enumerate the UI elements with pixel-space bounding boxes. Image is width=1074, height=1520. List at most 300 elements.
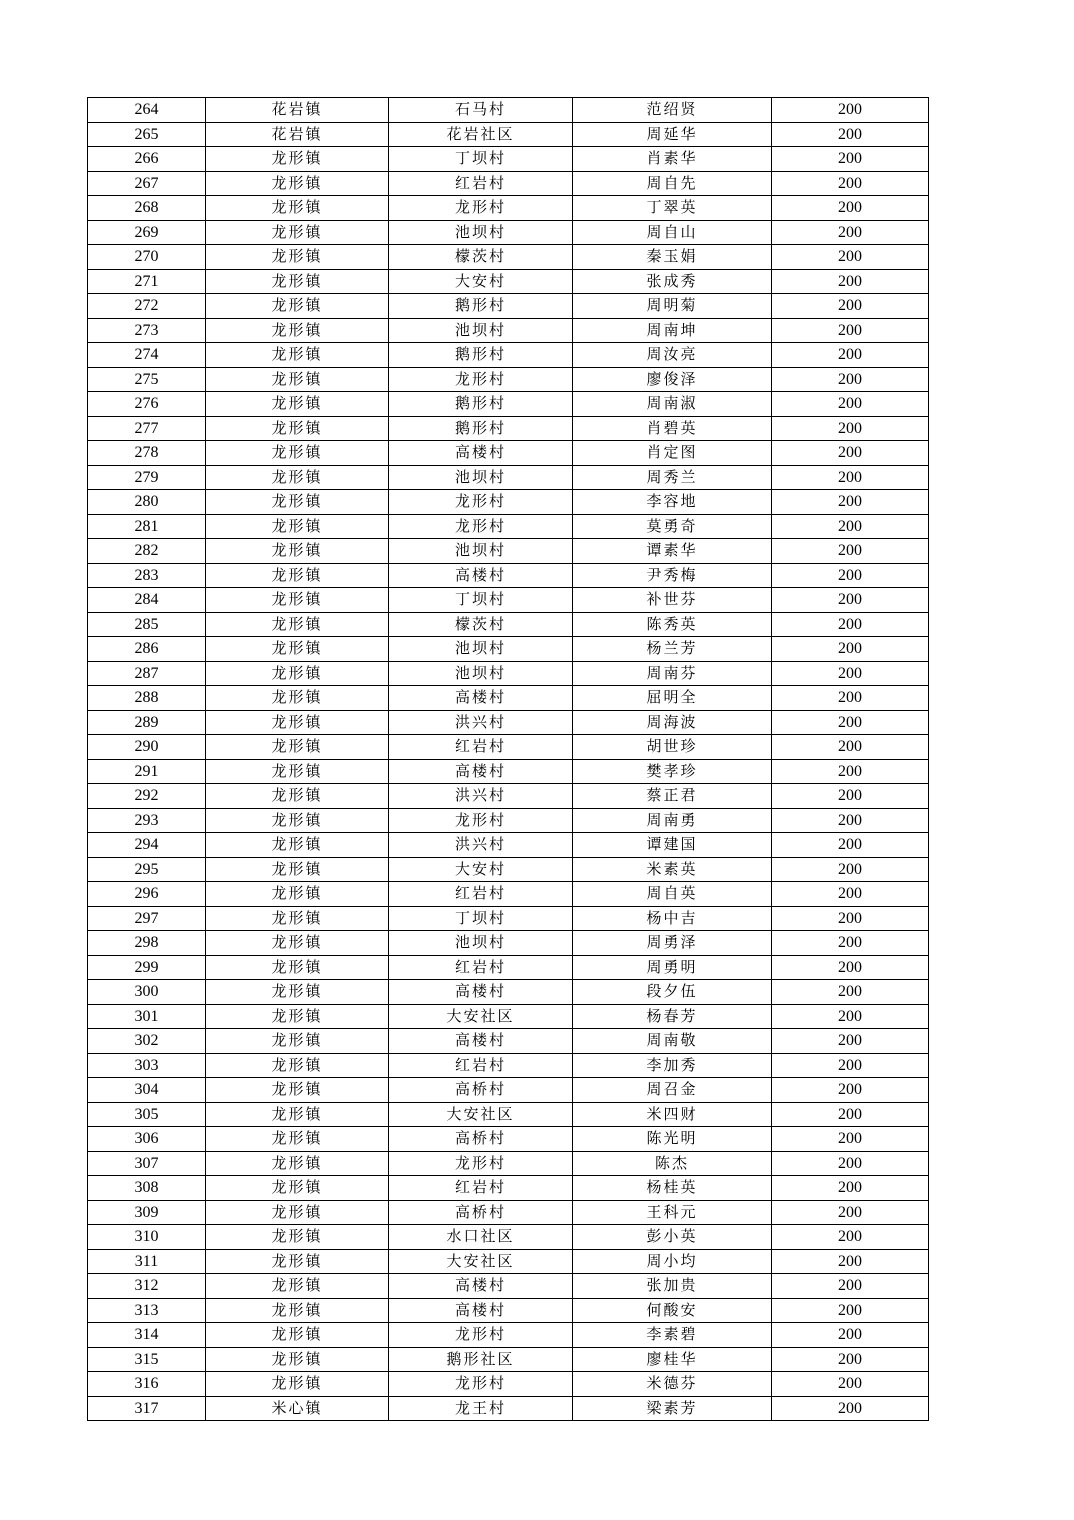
amount-cell: 200 <box>772 465 929 490</box>
village-cell: 大安社区 <box>389 1249 573 1274</box>
village-cell: 龙形村 <box>389 367 573 392</box>
town-cell: 龙形镇 <box>206 637 389 662</box>
town-cell: 龙形镇 <box>206 588 389 613</box>
table-row <box>88 882 929 907</box>
serial-number-cell: 283 <box>88 563 206 588</box>
village-cell: 龙形村 <box>389 1151 573 1176</box>
serial-number-cell: 309 <box>88 1200 206 1225</box>
table-row <box>88 1102 929 1127</box>
village-cell: 高楼村 <box>389 441 573 466</box>
amount-cell: 200 <box>772 710 929 735</box>
town-cell: 龙形镇 <box>206 1102 389 1127</box>
table-row <box>88 710 929 735</box>
name-cell: 肖定图 <box>573 441 772 466</box>
serial-number-cell: 286 <box>88 637 206 662</box>
table-row <box>88 245 929 270</box>
village-cell: 龙形村 <box>389 808 573 833</box>
amount-cell: 200 <box>772 269 929 294</box>
village-cell: 高楼村 <box>389 980 573 1005</box>
serial-number-cell: 289 <box>88 710 206 735</box>
serial-number-cell: 268 <box>88 196 206 221</box>
serial-number-cell: 296 <box>88 882 206 907</box>
town-cell: 龙形镇 <box>206 294 389 319</box>
village-cell: 池坝村 <box>389 661 573 686</box>
town-cell: 龙形镇 <box>206 710 389 735</box>
village-cell: 池坝村 <box>389 318 573 343</box>
name-cell: 莫勇奇 <box>573 514 772 539</box>
table-row <box>88 1225 929 1250</box>
table-row <box>88 661 929 686</box>
table-row <box>88 1274 929 1299</box>
amount-cell: 200 <box>772 122 929 147</box>
serial-number-cell: 294 <box>88 833 206 858</box>
name-cell: 米德芬 <box>573 1372 772 1397</box>
table-row <box>88 196 929 221</box>
amount-cell: 200 <box>772 1004 929 1029</box>
town-cell: 龙形镇 <box>206 318 389 343</box>
amount-cell: 200 <box>772 955 929 980</box>
village-cell: 红岩村 <box>389 1053 573 1078</box>
table-row <box>88 612 929 637</box>
table-row <box>88 1151 929 1176</box>
name-cell: 何酸安 <box>573 1298 772 1323</box>
amount-cell: 200 <box>772 612 929 637</box>
village-cell: 丁坝村 <box>389 147 573 172</box>
town-cell: 龙形镇 <box>206 269 389 294</box>
town-cell: 龙形镇 <box>206 1298 389 1323</box>
amount-cell: 200 <box>772 220 929 245</box>
name-cell: 张成秀 <box>573 269 772 294</box>
amount-cell: 200 <box>772 1029 929 1054</box>
village-cell: 龙形村 <box>389 1323 573 1348</box>
serial-number-cell: 292 <box>88 784 206 809</box>
name-cell: 段夕伍 <box>573 980 772 1005</box>
serial-number-cell: 271 <box>88 269 206 294</box>
serial-number-cell: 270 <box>88 245 206 270</box>
table-row <box>88 514 929 539</box>
serial-number-cell: 269 <box>88 220 206 245</box>
name-cell: 肖碧英 <box>573 416 772 441</box>
amount-cell: 200 <box>772 318 929 343</box>
name-cell: 杨春芳 <box>573 1004 772 1029</box>
town-cell: 龙形镇 <box>206 367 389 392</box>
amount-cell: 200 <box>772 1200 929 1225</box>
town-cell: 龙形镇 <box>206 563 389 588</box>
serial-number-cell: 301 <box>88 1004 206 1029</box>
name-cell: 周南坤 <box>573 318 772 343</box>
amount-cell: 200 <box>772 563 929 588</box>
table-row <box>88 392 929 417</box>
amount-cell: 200 <box>772 1298 929 1323</box>
amount-cell: 200 <box>772 882 929 907</box>
serial-number-cell: 288 <box>88 686 206 711</box>
name-cell: 周召金 <box>573 1078 772 1103</box>
table-row <box>88 1396 929 1421</box>
town-cell: 龙形镇 <box>206 980 389 1005</box>
name-cell: 秦玉娟 <box>573 245 772 270</box>
town-cell: 龙形镇 <box>206 1372 389 1397</box>
amount-cell: 200 <box>772 661 929 686</box>
amount-cell: 200 <box>772 539 929 564</box>
name-cell: 梁素芳 <box>573 1396 772 1421</box>
table-row <box>88 784 929 809</box>
village-cell: 红岩村 <box>389 735 573 760</box>
serial-number-cell: 315 <box>88 1347 206 1372</box>
serial-number-cell: 305 <box>88 1102 206 1127</box>
village-cell: 丁坝村 <box>389 906 573 931</box>
town-cell: 龙形镇 <box>206 833 389 858</box>
village-cell: 鹅形村 <box>389 392 573 417</box>
town-cell: 龙形镇 <box>206 392 389 417</box>
village-cell: 檬茨村 <box>389 612 573 637</box>
serial-number-cell: 310 <box>88 1225 206 1250</box>
village-cell: 鹅形村 <box>389 416 573 441</box>
name-cell: 周自山 <box>573 220 772 245</box>
serial-number-cell: 279 <box>88 465 206 490</box>
table-row <box>88 1200 929 1225</box>
town-cell: 龙形镇 <box>206 514 389 539</box>
town-cell: 龙形镇 <box>206 1029 389 1054</box>
serial-number-cell: 303 <box>88 1053 206 1078</box>
serial-number-cell: 290 <box>88 735 206 760</box>
amount-cell: 200 <box>772 784 929 809</box>
village-cell: 洪兴村 <box>389 784 573 809</box>
name-cell: 周延华 <box>573 122 772 147</box>
table-row <box>88 416 929 441</box>
name-cell: 周勇泽 <box>573 931 772 956</box>
town-cell: 龙形镇 <box>206 931 389 956</box>
amount-cell: 200 <box>772 416 929 441</box>
village-cell: 高楼村 <box>389 563 573 588</box>
village-cell: 花岩社区 <box>389 122 573 147</box>
amount-cell: 200 <box>772 441 929 466</box>
village-cell: 大安村 <box>389 269 573 294</box>
town-cell: 龙形镇 <box>206 1347 389 1372</box>
town-cell: 龙形镇 <box>206 416 389 441</box>
village-cell: 龙形村 <box>389 514 573 539</box>
village-cell: 石马村 <box>389 98 573 123</box>
name-cell: 周小均 <box>573 1249 772 1274</box>
serial-number-cell: 300 <box>88 980 206 1005</box>
table-row <box>88 808 929 833</box>
village-cell: 洪兴村 <box>389 833 573 858</box>
amount-cell: 200 <box>772 931 929 956</box>
village-cell: 高桥村 <box>389 1078 573 1103</box>
name-cell: 周南芬 <box>573 661 772 686</box>
serial-number-cell: 287 <box>88 661 206 686</box>
name-cell: 李素碧 <box>573 1323 772 1348</box>
table-row <box>88 735 929 760</box>
town-cell: 龙形镇 <box>206 490 389 515</box>
name-cell: 廖桂华 <box>573 1347 772 1372</box>
village-cell: 大安社区 <box>389 1004 573 1029</box>
town-cell: 龙形镇 <box>206 784 389 809</box>
roster-table-body <box>88 98 929 1421</box>
town-cell: 龙形镇 <box>206 1249 389 1274</box>
name-cell: 樊孝珍 <box>573 759 772 784</box>
town-cell: 龙形镇 <box>206 539 389 564</box>
serial-number-cell: 278 <box>88 441 206 466</box>
serial-number-cell: 314 <box>88 1323 206 1348</box>
village-cell: 池坝村 <box>389 465 573 490</box>
amount-cell: 200 <box>772 147 929 172</box>
village-cell: 高桥村 <box>389 1200 573 1225</box>
serial-number-cell: 273 <box>88 318 206 343</box>
amount-cell: 200 <box>772 1151 929 1176</box>
table-row <box>88 1078 929 1103</box>
name-cell: 补世芬 <box>573 588 772 613</box>
serial-number-cell: 284 <box>88 588 206 613</box>
name-cell: 周明菊 <box>573 294 772 319</box>
name-cell: 陈杰 <box>573 1151 772 1176</box>
town-cell: 龙形镇 <box>206 1004 389 1029</box>
table-row <box>88 490 929 515</box>
roster-sheet <box>87 97 929 1421</box>
amount-cell: 200 <box>772 196 929 221</box>
village-cell: 水口社区 <box>389 1225 573 1250</box>
table-row <box>88 588 929 613</box>
amount-cell: 200 <box>772 1347 929 1372</box>
table-row <box>88 539 929 564</box>
village-cell: 大安社区 <box>389 1102 573 1127</box>
name-cell: 彭小英 <box>573 1225 772 1250</box>
table-row <box>88 269 929 294</box>
amount-cell: 200 <box>772 588 929 613</box>
town-cell: 龙形镇 <box>206 1323 389 1348</box>
table-row <box>88 220 929 245</box>
town-cell: 龙形镇 <box>206 245 389 270</box>
amount-cell: 200 <box>772 245 929 270</box>
table-row <box>88 1249 929 1274</box>
town-cell: 龙形镇 <box>206 857 389 882</box>
village-cell: 红岩村 <box>389 882 573 907</box>
table-row <box>88 294 929 319</box>
serial-number-cell: 285 <box>88 612 206 637</box>
town-cell: 龙形镇 <box>206 1078 389 1103</box>
village-cell: 高楼村 <box>389 759 573 784</box>
amount-cell: 200 <box>772 1396 929 1421</box>
table-row <box>88 367 929 392</box>
serial-number-cell: 317 <box>88 1396 206 1421</box>
town-cell: 龙形镇 <box>206 1053 389 1078</box>
table-row <box>88 857 929 882</box>
amount-cell: 200 <box>772 367 929 392</box>
serial-number-cell: 280 <box>88 490 206 515</box>
name-cell: 周汝亮 <box>573 343 772 368</box>
name-cell: 杨桂英 <box>573 1176 772 1201</box>
name-cell: 丁翠英 <box>573 196 772 221</box>
village-cell: 红岩村 <box>389 171 573 196</box>
serial-number-cell: 295 <box>88 857 206 882</box>
serial-number-cell: 311 <box>88 1249 206 1274</box>
serial-number-cell: 304 <box>88 1078 206 1103</box>
name-cell: 杨中吉 <box>573 906 772 931</box>
name-cell: 杨兰芳 <box>573 637 772 662</box>
town-cell: 龙形镇 <box>206 171 389 196</box>
name-cell: 米素英 <box>573 857 772 882</box>
amount-cell: 200 <box>772 343 929 368</box>
table-row <box>88 1029 929 1054</box>
amount-cell: 200 <box>772 1225 929 1250</box>
amount-cell: 200 <box>772 514 929 539</box>
town-cell: 米心镇 <box>206 1396 389 1421</box>
village-cell: 檬茨村 <box>389 245 573 270</box>
village-cell: 高楼村 <box>389 1298 573 1323</box>
name-cell: 谭建国 <box>573 833 772 858</box>
serial-number-cell: 274 <box>88 343 206 368</box>
table-row <box>88 833 929 858</box>
village-cell: 鹅形社区 <box>389 1347 573 1372</box>
table-row <box>88 147 929 172</box>
serial-number-cell: 281 <box>88 514 206 539</box>
town-cell: 龙形镇 <box>206 686 389 711</box>
amount-cell: 200 <box>772 808 929 833</box>
serial-number-cell: 264 <box>88 98 206 123</box>
village-cell: 池坝村 <box>389 220 573 245</box>
village-cell: 鹅形村 <box>389 343 573 368</box>
town-cell: 龙形镇 <box>206 906 389 931</box>
name-cell: 屈明全 <box>573 686 772 711</box>
serial-number-cell: 299 <box>88 955 206 980</box>
name-cell: 范绍贤 <box>573 98 772 123</box>
serial-number-cell: 276 <box>88 392 206 417</box>
town-cell: 龙形镇 <box>206 343 389 368</box>
town-cell: 龙形镇 <box>206 808 389 833</box>
town-cell: 龙形镇 <box>206 1127 389 1152</box>
amount-cell: 200 <box>772 1323 929 1348</box>
village-cell: 龙形村 <box>389 1372 573 1397</box>
serial-number-cell: 272 <box>88 294 206 319</box>
amount-cell: 200 <box>772 1274 929 1299</box>
amount-cell: 200 <box>772 1053 929 1078</box>
village-cell: 高楼村 <box>389 1274 573 1299</box>
name-cell: 周南敬 <box>573 1029 772 1054</box>
amount-cell: 200 <box>772 1102 929 1127</box>
town-cell: 龙形镇 <box>206 1151 389 1176</box>
serial-number-cell: 265 <box>88 122 206 147</box>
village-cell: 池坝村 <box>389 539 573 564</box>
name-cell: 谭素华 <box>573 539 772 564</box>
amount-cell: 200 <box>772 1372 929 1397</box>
town-cell: 龙形镇 <box>206 759 389 784</box>
amount-cell: 200 <box>772 294 929 319</box>
serial-number-cell: 266 <box>88 147 206 172</box>
amount-cell: 200 <box>772 1127 929 1152</box>
town-cell: 龙形镇 <box>206 661 389 686</box>
name-cell: 周南淑 <box>573 392 772 417</box>
table-row <box>88 906 929 931</box>
town-cell: 龙形镇 <box>206 196 389 221</box>
name-cell: 李容地 <box>573 490 772 515</box>
name-cell: 廖俊泽 <box>573 367 772 392</box>
table-row <box>88 955 929 980</box>
town-cell: 龙形镇 <box>206 612 389 637</box>
town-cell: 龙形镇 <box>206 1225 389 1250</box>
name-cell: 肖素华 <box>573 147 772 172</box>
serial-number-cell: 293 <box>88 808 206 833</box>
table-row <box>88 318 929 343</box>
table-row <box>88 465 929 490</box>
table-row <box>88 686 929 711</box>
serial-number-cell: 267 <box>88 171 206 196</box>
town-cell: 龙形镇 <box>206 1200 389 1225</box>
table-row <box>88 1298 929 1323</box>
town-cell: 龙形镇 <box>206 955 389 980</box>
town-cell: 龙形镇 <box>206 1176 389 1201</box>
village-cell: 龙形村 <box>389 196 573 221</box>
table-row <box>88 1176 929 1201</box>
name-cell: 李加秀 <box>573 1053 772 1078</box>
village-cell: 高楼村 <box>389 1029 573 1054</box>
village-cell: 红岩村 <box>389 1176 573 1201</box>
name-cell: 张加贵 <box>573 1274 772 1299</box>
table-row <box>88 1347 929 1372</box>
name-cell: 周南勇 <box>573 808 772 833</box>
name-cell: 周海波 <box>573 710 772 735</box>
town-cell: 花岩镇 <box>206 98 389 123</box>
amount-cell: 200 <box>772 833 929 858</box>
amount-cell: 200 <box>772 857 929 882</box>
table-row <box>88 171 929 196</box>
name-cell: 陈秀英 <box>573 612 772 637</box>
village-cell: 鹅形村 <box>389 294 573 319</box>
village-cell: 丁坝村 <box>389 588 573 613</box>
town-cell: 龙形镇 <box>206 147 389 172</box>
name-cell: 陈光明 <box>573 1127 772 1152</box>
serial-number-cell: 312 <box>88 1274 206 1299</box>
town-cell: 龙形镇 <box>206 882 389 907</box>
name-cell: 周自先 <box>573 171 772 196</box>
serial-number-cell: 316 <box>88 1372 206 1397</box>
town-cell: 龙形镇 <box>206 220 389 245</box>
amount-cell: 200 <box>772 906 929 931</box>
serial-number-cell: 291 <box>88 759 206 784</box>
amount-cell: 200 <box>772 171 929 196</box>
town-cell: 龙形镇 <box>206 465 389 490</box>
town-cell: 龙形镇 <box>206 441 389 466</box>
serial-number-cell: 307 <box>88 1151 206 1176</box>
table-row <box>88 441 929 466</box>
table-row <box>88 1372 929 1397</box>
serial-number-cell: 282 <box>88 539 206 564</box>
table-row <box>88 1053 929 1078</box>
amount-cell: 200 <box>772 980 929 1005</box>
table-row <box>88 759 929 784</box>
table-row <box>88 98 929 123</box>
village-cell: 红岩村 <box>389 955 573 980</box>
amount-cell: 200 <box>772 1176 929 1201</box>
serial-number-cell: 297 <box>88 906 206 931</box>
serial-number-cell: 277 <box>88 416 206 441</box>
table-row <box>88 980 929 1005</box>
village-cell: 高桥村 <box>389 1127 573 1152</box>
serial-number-cell: 298 <box>88 931 206 956</box>
amount-cell: 200 <box>772 637 929 662</box>
village-cell: 龙形村 <box>389 490 573 515</box>
table-row <box>88 1004 929 1029</box>
table-row <box>88 343 929 368</box>
amount-cell: 200 <box>772 759 929 784</box>
amount-cell: 200 <box>772 98 929 123</box>
serial-number-cell: 302 <box>88 1029 206 1054</box>
table-row <box>88 563 929 588</box>
table-row <box>88 1323 929 1348</box>
town-cell: 花岩镇 <box>206 122 389 147</box>
name-cell: 王科元 <box>573 1200 772 1225</box>
amount-cell: 200 <box>772 1249 929 1274</box>
village-cell: 池坝村 <box>389 637 573 662</box>
name-cell: 米四财 <box>573 1102 772 1127</box>
